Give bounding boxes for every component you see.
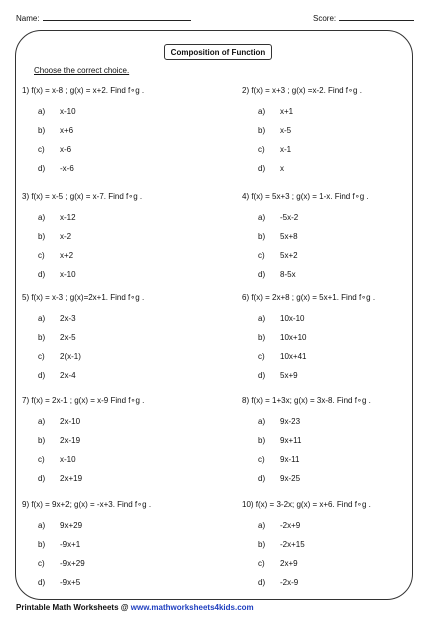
option-value: x-2 — [60, 232, 72, 241]
score-label: Score: — [313, 14, 337, 23]
option-letter: b) — [258, 540, 266, 549]
option-letter: d) — [258, 474, 266, 483]
option-letter: d) — [38, 474, 46, 483]
option-value: 5x+2 — [280, 251, 298, 260]
option-letter: c) — [258, 251, 265, 260]
option-value: -9x+29 — [60, 559, 85, 568]
question-block — [242, 86, 422, 181]
option-letter: c) — [38, 251, 45, 260]
option-letter: a) — [38, 417, 46, 426]
option-value: 10x+41 — [280, 352, 307, 361]
option-letter: b) — [258, 436, 266, 445]
option-value: -2x+15 — [280, 540, 305, 549]
question-stem: 7) f(x) = 2x-1 ; g(x) = x-9 Find f∘g . — [22, 396, 145, 405]
option-letter: b) — [38, 232, 46, 241]
option-value: x — [280, 164, 284, 173]
question-block — [242, 396, 422, 491]
option-letter: a) — [258, 107, 266, 116]
option-value: 9x+11 — [280, 436, 302, 445]
question-block — [22, 500, 202, 595]
question-stem: 4) f(x) = 5x+3 ; g(x) = 1-x. Find f∘g . — [242, 192, 369, 201]
option-letter: a) — [258, 213, 266, 222]
option-value: 2x+19 — [60, 474, 83, 483]
option-letter: c) — [38, 559, 45, 568]
option-value: x-1 — [280, 145, 292, 154]
option-value: 10x+10 — [280, 333, 307, 342]
option-value: 9x+29 — [60, 521, 83, 530]
score-blank-line[interactable] — [339, 20, 414, 21]
option-letter: b) — [38, 333, 46, 342]
option-letter: b) — [38, 436, 46, 445]
question-stem: 2) f(x) = x+3 ; g(x) =x-2. Find f∘g . — [242, 86, 362, 95]
option-letter: a) — [38, 521, 46, 530]
option-value: 9x-23 — [280, 417, 301, 426]
option-value: x-10 — [60, 455, 76, 464]
option-value: x-5 — [280, 126, 292, 135]
option-letter: a) — [38, 107, 46, 116]
option-value: 2x-3 — [60, 314, 76, 323]
worksheet-title: Composition of Function — [164, 44, 272, 60]
question-block — [22, 396, 202, 491]
name-label: Name: — [16, 14, 40, 23]
option-value: -2x+9 — [280, 521, 301, 530]
option-value: x-10 — [60, 270, 76, 279]
option-value: 2x+9 — [280, 559, 298, 568]
option-value: x+1 — [280, 107, 294, 116]
option-letter: b) — [38, 126, 46, 135]
question-block — [22, 86, 202, 181]
option-value: -x-6 — [60, 164, 74, 173]
option-letter: c) — [258, 352, 265, 361]
footer — [16, 603, 254, 612]
option-value: -2x-9 — [280, 578, 299, 587]
footer-prefix: Printable Math Worksheets @ — [16, 603, 131, 612]
option-value: 10x-10 — [280, 314, 305, 323]
option-value: -5x-2 — [280, 213, 299, 222]
question-stem: 5) f(x) = x-3 ; g(x)=2x+1. Find f∘g . — [22, 293, 145, 302]
option-letter: b) — [258, 126, 266, 135]
question-stem: 10) f(x) = 3-2x; g(x) = x+6. Find f∘g . — [242, 500, 371, 509]
option-value: 2x-4 — [60, 371, 76, 380]
option-letter: a) — [258, 521, 266, 530]
option-letter: b) — [38, 540, 46, 549]
option-value: x-6 — [60, 145, 72, 154]
option-letter: d) — [38, 578, 46, 587]
option-value: 9x-25 — [280, 474, 301, 483]
question-block — [22, 293, 202, 388]
question-block — [242, 293, 422, 388]
option-letter: a) — [258, 417, 266, 426]
option-letter: a) — [38, 314, 46, 323]
name-field — [16, 14, 191, 23]
option-value: 9x-11 — [280, 455, 300, 464]
option-value: 2x-5 — [60, 333, 76, 342]
option-letter: c) — [38, 455, 45, 464]
option-letter: c) — [258, 559, 265, 568]
option-letter: b) — [258, 333, 266, 342]
option-value: 5x+8 — [280, 232, 298, 241]
option-letter: a) — [38, 213, 46, 222]
question-stem: 9) f(x) = 9x+2; g(x) = -x+3. Find f∘g . — [22, 500, 152, 509]
option-value: -9x+1 — [60, 540, 81, 549]
option-letter: d) — [258, 578, 266, 587]
option-letter: d) — [258, 371, 266, 380]
instruction-text: Choose the correct choice. — [34, 66, 130, 75]
option-letter: d) — [258, 270, 266, 279]
option-letter: d) — [38, 164, 46, 173]
option-value: 2(x-1) — [60, 352, 81, 361]
option-letter: d) — [38, 371, 46, 380]
option-value: -9x+5 — [60, 578, 81, 587]
question-stem: 8) f(x) = 1+3x; g(x) = 3x-8. Find f∘g . — [242, 396, 371, 405]
option-letter: c) — [38, 352, 45, 361]
question-block — [242, 192, 422, 287]
option-value: 5x+9 — [280, 371, 298, 380]
option-value: x-10 — [60, 107, 76, 116]
name-blank-line[interactable] — [43, 20, 191, 21]
footer-site-link[interactable]: www.mathworksheets4kids.com — [130, 603, 254, 612]
option-value: x+2 — [60, 251, 74, 260]
question-stem: 3) f(x) = x-5 ; g(x) = x-7. Find f∘g . — [22, 192, 143, 201]
option-letter: d) — [38, 270, 46, 279]
question-block — [242, 500, 422, 595]
option-value: 2x-10 — [60, 417, 81, 426]
option-letter: c) — [38, 145, 45, 154]
option-letter: d) — [258, 164, 266, 173]
option-letter: c) — [258, 145, 265, 154]
option-letter: c) — [258, 455, 265, 464]
option-value: x-12 — [60, 213, 76, 222]
option-letter: a) — [258, 314, 266, 323]
question-stem: 6) f(x) = 2x+8 ; g(x) = 5x+1. Find f∘g . — [242, 293, 376, 302]
score-field — [313, 14, 414, 23]
option-letter: b) — [258, 232, 266, 241]
option-value: x+6 — [60, 126, 74, 135]
question-block — [22, 192, 202, 287]
option-value: 8-5x — [280, 270, 296, 279]
option-value: 2x-19 — [60, 436, 81, 445]
question-stem: 1) f(x) = x-8 ; g(x) = x+2. Find f∘g . — [22, 86, 145, 95]
